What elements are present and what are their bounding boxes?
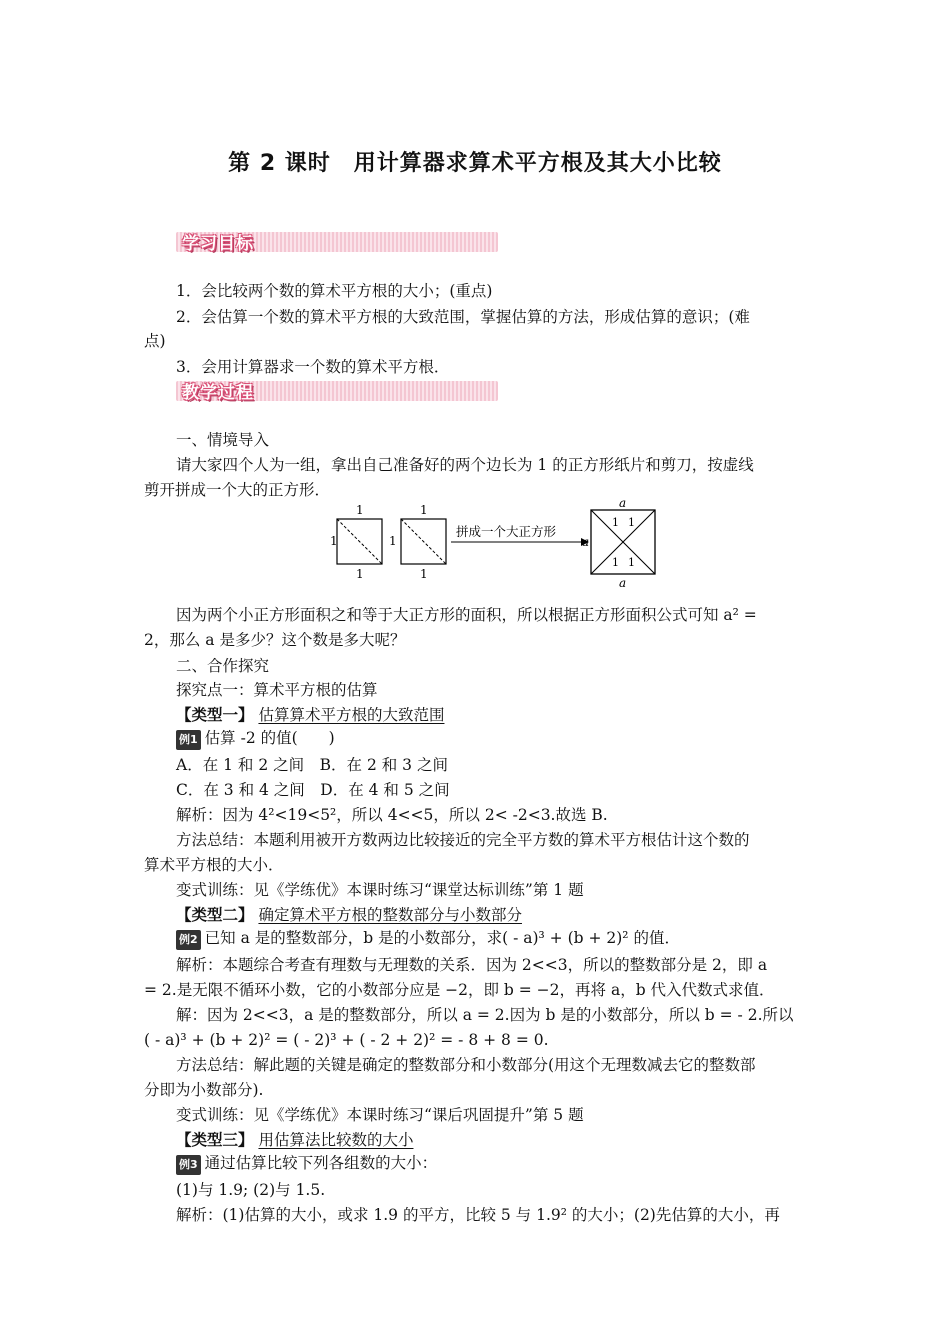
inner-1-d: 1 (628, 556, 635, 569)
label-left-2: 1 (389, 534, 397, 548)
type1-train: 变式训练：见《学练优》本课时练习“课堂达标训练”第 1 题 (176, 881, 584, 899)
example-2-badge: 例2 (176, 930, 201, 950)
example-2-question: 已知 a 是的整数部分，b 是的小数部分，求( - a)³ + (b + 2)² 的值． (204, 929, 680, 947)
type3-tag: 【类型三】 (176, 1130, 254, 1149)
example-1 (176, 728, 838, 750)
explore-point: 探究点一：算术平方根的估算 (176, 681, 378, 699)
label-bottom-2: 1 (420, 567, 428, 581)
label-a-left: a (582, 535, 590, 549)
type2-method-b: 分即为小数部分). (144, 1081, 264, 1099)
intro-p1a: 请大家四个人为一组，拿出自己准备好的两个边长为 1 的正方形纸片和剪刀，按虚线 (176, 456, 754, 474)
example-1-question: 估算 -2 的值( ) (204, 729, 335, 747)
arrow-label: 拼成一个大正方形 (456, 524, 557, 539)
type2-title: 确定算术平方根的整数部分与小数部分 (258, 906, 522, 924)
label-left-1: 1 (330, 534, 338, 548)
goal-2-cont: 点) (144, 332, 166, 350)
label-top-2: 1 (420, 503, 428, 517)
type3-heading (176, 1130, 838, 1150)
type1-heading (176, 705, 838, 725)
goals-banner-label: 学习目标 (182, 234, 254, 254)
type2-tag: 【类型二】 (176, 905, 254, 924)
intro-p2a: 因为两个小正方形面积之和等于大正方形的面积，所以根据正方形面积公式可知 a² = (176, 606, 757, 624)
example-3-badge: 例3 (176, 1155, 201, 1175)
type1-title: 估算算术平方根的大致范围 (258, 706, 445, 724)
type1-tag: 【类型一】 (176, 705, 254, 724)
example-2 (176, 928, 838, 950)
type2-analysis-a: 解析：本题综合考查有理数与无理数的关系．因为 2<<3，所以的整数部分是 2，即 a (176, 956, 768, 974)
goal-2: 2．会估算一个数的算术平方根的大致范围，掌握估算的方法，形成估算的意识；(难 (176, 308, 750, 326)
process-banner (176, 378, 498, 404)
type2-method-a: 方法总结：解此题的关键是确定的整数部分和小数部分(用这个无理数减去它的整数部 (176, 1056, 756, 1074)
label-top-1: 1 (356, 503, 364, 517)
type2-train: 变式训练：见《学练优》本课时练习“课后巩固提升”第 5 题 (176, 1106, 584, 1124)
inner-1-b: 1 (628, 516, 635, 529)
inner-1-c: 1 (612, 556, 619, 569)
label-a-top: a (619, 497, 627, 510)
type3-items: (1)与 1.9; (2)与 1.5. (176, 1181, 326, 1199)
example-1-badge: 例1 (176, 730, 201, 750)
type1-method-b: 算术平方根的大小． (144, 856, 284, 874)
type2-analysis-b: = 2.是无限不循环小数，它的小数部分应是 −2，即 b = −2，再将 a，b 代入代数式求值． (144, 981, 775, 999)
type3-analysis: 解析：(1)估算的大小，或求 1.9 的平方，比较 5 与 1.9² 的大小；(2)先估算的大小，再 (176, 1206, 780, 1224)
squares-figure (325, 497, 665, 589)
label-bottom-1: 1 (356, 567, 364, 581)
type2-sol-a: 解：因为 2<<3，a 是的整数部分，所以 a = 2.因为 b 是的小数部分，所以 b = - 2.所以 (176, 1006, 794, 1024)
options-cd: C．在 3 和 4 之间 D．在 4 和 5 之间 (176, 781, 450, 799)
type2-sol-b: ( - a)³ + (b + 2)² = ( - 2)³ + ( - 2 + 2)² = - 8 + 8 = 0. (144, 1031, 549, 1049)
inner-1-a: 1 (612, 516, 619, 529)
intro-heading: 一、情境导入 (176, 431, 270, 449)
example-3 (176, 1153, 838, 1175)
goal-1: 1．会比较两个数的算术平方根的大小；(重点) (176, 282, 493, 300)
example-3-question: 通过估算比较下列各组数的大小： (204, 1154, 438, 1172)
dashed-diagonal-1 (337, 519, 382, 564)
process-banner-label: 教学过程 (182, 383, 254, 403)
type1-analysis: 解析：因为 4²<19<5²，所以 4<<5，所以 2< -2<3.故选 B. (176, 806, 608, 824)
options-ab: A．在 1 和 2 之间 B．在 2 和 3 之间 (176, 756, 448, 774)
type3-title: 用估算法比较数的大小 (258, 1131, 414, 1149)
intro-p2b: 2，那么 a 是多少？这个数是多大呢？ (144, 631, 406, 649)
goals-banner (176, 229, 498, 255)
intro-p1b: 剪开拼成一个大的正方形． (144, 481, 331, 499)
type1-method-a: 方法总结：本题利用被开方数两边比较接近的完全平方数的算术平方根估计这个数的 (176, 831, 750, 849)
goal-3: 3．会用计算器求一个数的算术平方根． (176, 358, 450, 376)
type2-heading (176, 905, 838, 925)
page-title: 第 2 课时 用计算器求算术平方根及其大小比较 (228, 151, 722, 176)
dashed-diagonal-2 (401, 519, 446, 564)
label-a-bottom: a (619, 576, 627, 589)
explore-heading: 二、合作探究 (176, 657, 270, 675)
